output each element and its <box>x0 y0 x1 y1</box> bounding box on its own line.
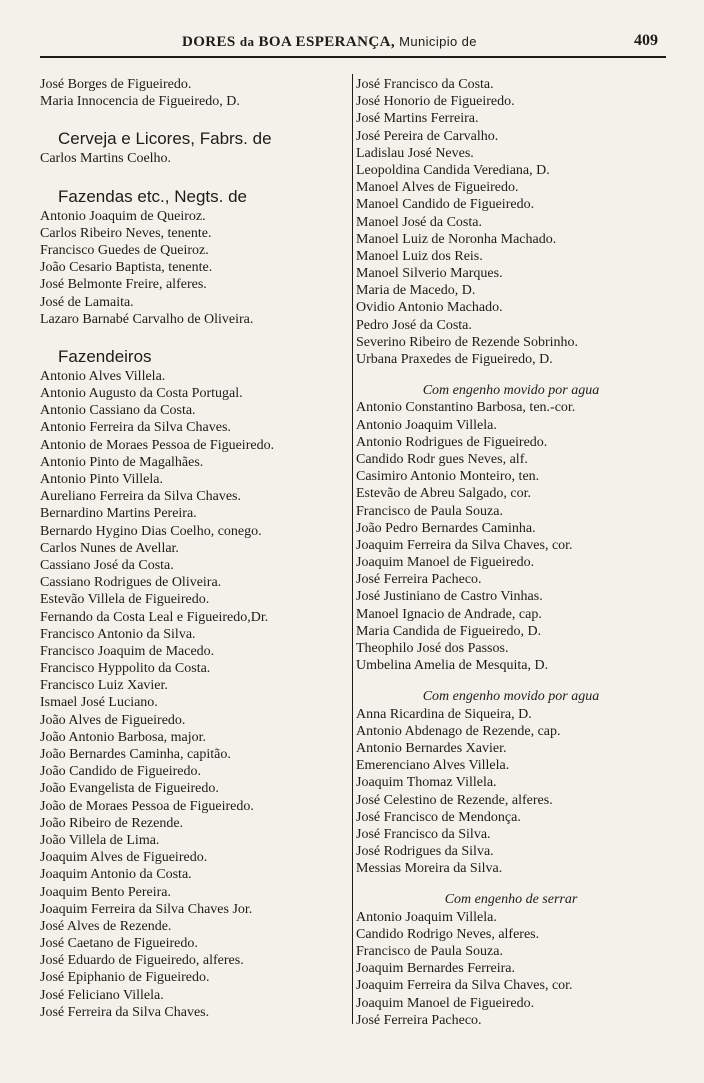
list-entry: José Honorio de Figueiredo. <box>356 94 515 110</box>
list-entry: Manoel José da Costa. <box>356 214 482 230</box>
header-title-part-1: DORES <box>182 34 236 50</box>
section-entries-cerveja <box>40 150 348 167</box>
section-heading-fazendeiros: Fazendeiros <box>58 346 152 366</box>
list-entry: Cassiano Rodrigues de Oliveira. <box>40 575 222 591</box>
list-entry: Antonio de Moraes Pessoa de Figueiredo. <box>40 437 275 453</box>
list-entry: Joaquim Antonio da Costa. <box>40 867 192 883</box>
column-divider <box>352 74 353 1024</box>
list-entry: Candido Rodrigo Neves, alferes. <box>356 926 540 942</box>
list-entry: José Alves de Rezende. <box>40 918 172 934</box>
left-top-entries <box>40 76 348 110</box>
list-entry: Leopoldina Candida Verediana, D. <box>356 162 550 178</box>
right-column <box>356 76 666 1029</box>
header-title-part-3: BOA ESPERANÇA, <box>258 34 395 50</box>
list-entry: Antonio Pinto Villela. <box>40 472 163 487</box>
list-entry: Cassiano José da Costa. <box>40 557 174 573</box>
section-entries-engenho-1 <box>356 399 666 674</box>
list-entry: Francisco Antonio da Silva. <box>40 626 196 642</box>
section-heading-serrar: Com engenho de serrar <box>444 892 578 908</box>
section-entries-serrar <box>356 909 666 1029</box>
list-entry: Antonio Ferreira da Silva Chaves. <box>40 420 231 436</box>
list-entry: José Justiniano de Castro Vinhas. <box>356 589 543 605</box>
list-entry: José Caetano de Figueiredo. <box>40 936 198 952</box>
list-entry: Anna Ricardina de Siqueira, D. <box>356 706 532 722</box>
list-entry: Ovidio Antonio Machado. <box>356 300 503 316</box>
list-entry: João Ribeiro de Rezende. <box>40 815 184 831</box>
list-entry: José Francisco de Mendonça. <box>356 809 521 825</box>
left-column <box>40 76 348 1021</box>
section-entries-fazendeiros <box>40 368 348 1021</box>
list-entry: Aureliano Ferreira da Silva Chaves. <box>40 489 241 505</box>
list-entry: Francisco Joaquim de Macedo. <box>40 643 215 659</box>
list-entry: Manoel Alves de Figueiredo. <box>356 180 519 196</box>
list-entry: Antonio Abdenago de Rezende, cap. <box>356 723 561 739</box>
list-entry: Candido Rodr gues Neves, alf. <box>356 451 528 467</box>
list-entry: Francisco de Paula Souza. <box>356 503 503 519</box>
list-entry: Antonio Cassiano da Costa. <box>40 403 196 419</box>
list-entry: Severino Ribeiro de Rezende Sobrinho. <box>356 334 579 350</box>
list-entry: Joaquim Ferreira da Silva Chaves, cor. <box>356 537 573 553</box>
list-entry: José Celestino de Rezende, alferes. <box>356 792 553 808</box>
section-heading-engenho-1: Com engenho movido por agua <box>422 383 600 399</box>
list-entry: José Francisco da Costa. <box>356 77 494 92</box>
list-entry: José Francisco da Silva. <box>356 826 491 842</box>
list-entry: Antonio Joaquim Villela. <box>356 909 497 925</box>
section-heading-engenho-2: Com engenho movido por agua <box>422 689 600 705</box>
list-entry: Joaquim Alves de Figueiredo. <box>40 850 208 866</box>
list-entry: João Villela de Lima. <box>40 832 160 848</box>
list-entry: Joaquim Thomaz Villela. <box>356 775 497 791</box>
list-entry: João Candido de Figueiredo. <box>40 764 201 780</box>
list-entry: José Martins Ferreira. <box>356 111 479 127</box>
list-entry: Antonio Bernardes Xavier. <box>356 740 507 756</box>
list-entry: Antonio Augusto da Costa Portugal. <box>40 386 243 402</box>
section-entries-fazendas <box>40 208 348 328</box>
list-entry: Joaquim Manoel de Figueiredo. <box>356 555 535 571</box>
list-entry: José Pereira de Carvalho. <box>356 128 499 144</box>
list-entry: Carlos Ribeiro Neves, tenente. <box>40 225 212 241</box>
list-entry: Francisco Guedes de Queiroz. <box>40 242 209 258</box>
list-entry: José Belmonte Freire, alferes. <box>40 277 207 293</box>
list-entry: Estevão Villela de Figueiredo. <box>40 592 210 608</box>
list-entry: João Bernardes Caminha, capitão. <box>40 747 231 762</box>
list-entry: Joaquim Bernardes Ferreira. <box>356 961 515 977</box>
list-entry: Joaquim Manoel de Figueiredo. <box>356 995 535 1011</box>
list-entry: Messias Moreira da Silva. <box>356 861 503 877</box>
list-entry: Lazaro Barnabé Carvalho de Oliveira. <box>40 311 254 327</box>
right-top-entries <box>356 76 666 368</box>
list-entry: Estevão de Abreu Salgado, cor. <box>356 486 531 502</box>
list-entry: Umbelina Amelia de Mesquita, D. <box>356 658 549 674</box>
list-entry: Fernando da Costa Leal e Figueiredo,Dr. <box>40 609 269 625</box>
list-entry: João Cesario Baptista, tenente. <box>40 260 213 276</box>
list-entry: Manoel Ignacio de Andrade, cap. <box>356 606 542 622</box>
list-entry: Carlos Martins Coelho. <box>40 151 172 167</box>
list-entry: Maria de Macedo, D. <box>356 283 476 299</box>
list-entry: Francisco de Paula Souza. <box>356 944 503 960</box>
list-entry: Urbana Praxedes de Figueiredo, D. <box>356 352 553 367</box>
section-heading-fazendas: Fazendas etc., Negts. de <box>58 186 247 206</box>
list-entry: Ismael José Luciano. <box>40 695 158 711</box>
list-entry: Ladislau José Neves. <box>356 145 474 161</box>
list-entry: Francisco Luiz Xavier. <box>40 678 168 694</box>
list-entry: Pedro José da Costa. <box>356 317 472 333</box>
list-entry: José Ferreira da Silva Chaves. <box>40 1004 210 1020</box>
list-entry: João de Moraes Pessoa de Figueiredo. <box>40 798 254 814</box>
list-entry: Joaquim Bento Pereira. <box>40 884 172 900</box>
list-entry: Carlos Nunes de Avellar. <box>40 540 179 556</box>
list-entry: José Feliciano Villela. <box>40 987 164 1003</box>
list-entry: Manoel Candido de Figueiredo. <box>356 197 535 213</box>
page-number: 409 <box>634 32 658 49</box>
list-entry: Antonio Pinto de Magalhães. <box>40 454 204 470</box>
list-entry: Antonio Constantino Barbosa, ten.-cor. <box>356 400 576 416</box>
header-title-part-2: da <box>239 34 255 49</box>
header-title-part-4: Municipio de <box>399 34 477 49</box>
list-entry: João Evangelista de Figueiredo. <box>40 781 219 797</box>
list-entry: José Ferreira Pacheco. <box>356 1012 482 1028</box>
list-entry: Theophilo José dos Passos. <box>356 641 509 657</box>
list-entry: Francisco Hyppolito da Costa. <box>40 661 211 677</box>
list-entry: Joaquim Ferreira da Silva Chaves Jor. <box>40 901 253 917</box>
section-entries-engenho-2 <box>356 706 666 878</box>
list-entry: Maria Candida de Figueiredo, D. <box>356 623 542 639</box>
header-rule <box>40 56 666 58</box>
list-entry: Casimiro Antonio Monteiro, ten. <box>356 469 540 485</box>
page-header <box>40 34 666 52</box>
list-entry: Manoel Luiz dos Reis. <box>356 248 483 264</box>
header-title <box>182 34 477 51</box>
list-entry: Manoel Silverio Marques. <box>356 266 503 282</box>
list-entry: José Epiphanio de Figueiredo. <box>40 970 210 986</box>
list-entry: Manoel Luiz de Noronha Machado. <box>356 231 557 247</box>
list-entry: José Rodrigues da Silva. <box>356 844 494 860</box>
list-entry: Maria Innocencia de Figueiredo, D. <box>40 94 240 110</box>
section-heading-cerveja: Cerveja e Licores, Fabrs. de <box>58 129 272 149</box>
list-entry: José Eduardo de Figueiredo, alferes. <box>40 953 244 969</box>
list-entry: Bernardo Hygino Dias Coelho, conego. <box>40 523 262 539</box>
list-entry: José Borges de Figueiredo. <box>40 77 192 92</box>
list-entry: Joaquim Ferreira da Silva Chaves, cor. <box>356 978 573 994</box>
list-entry: João Alves de Figueiredo. <box>40 712 186 728</box>
list-entry: João Antonio Barbosa, major. <box>40 729 207 745</box>
list-entry: Antonio Joaquim de Queiroz. <box>40 208 206 224</box>
list-entry: João Pedro Bernardes Caminha. <box>356 520 536 536</box>
list-entry: Antonio Alves Villela. <box>40 368 166 384</box>
list-entry: Antonio Joaquim Villela. <box>356 417 497 433</box>
list-entry: Antonio Rodrigues de Figueiredo. <box>356 434 548 450</box>
list-entry: José de Lamaita. <box>40 294 134 310</box>
list-entry: Emerenciano Alves Villela. <box>356 758 510 774</box>
list-entry: José Ferreira Pacheco. <box>356 572 482 588</box>
list-entry: Bernardino Martins Pereira. <box>40 506 197 522</box>
